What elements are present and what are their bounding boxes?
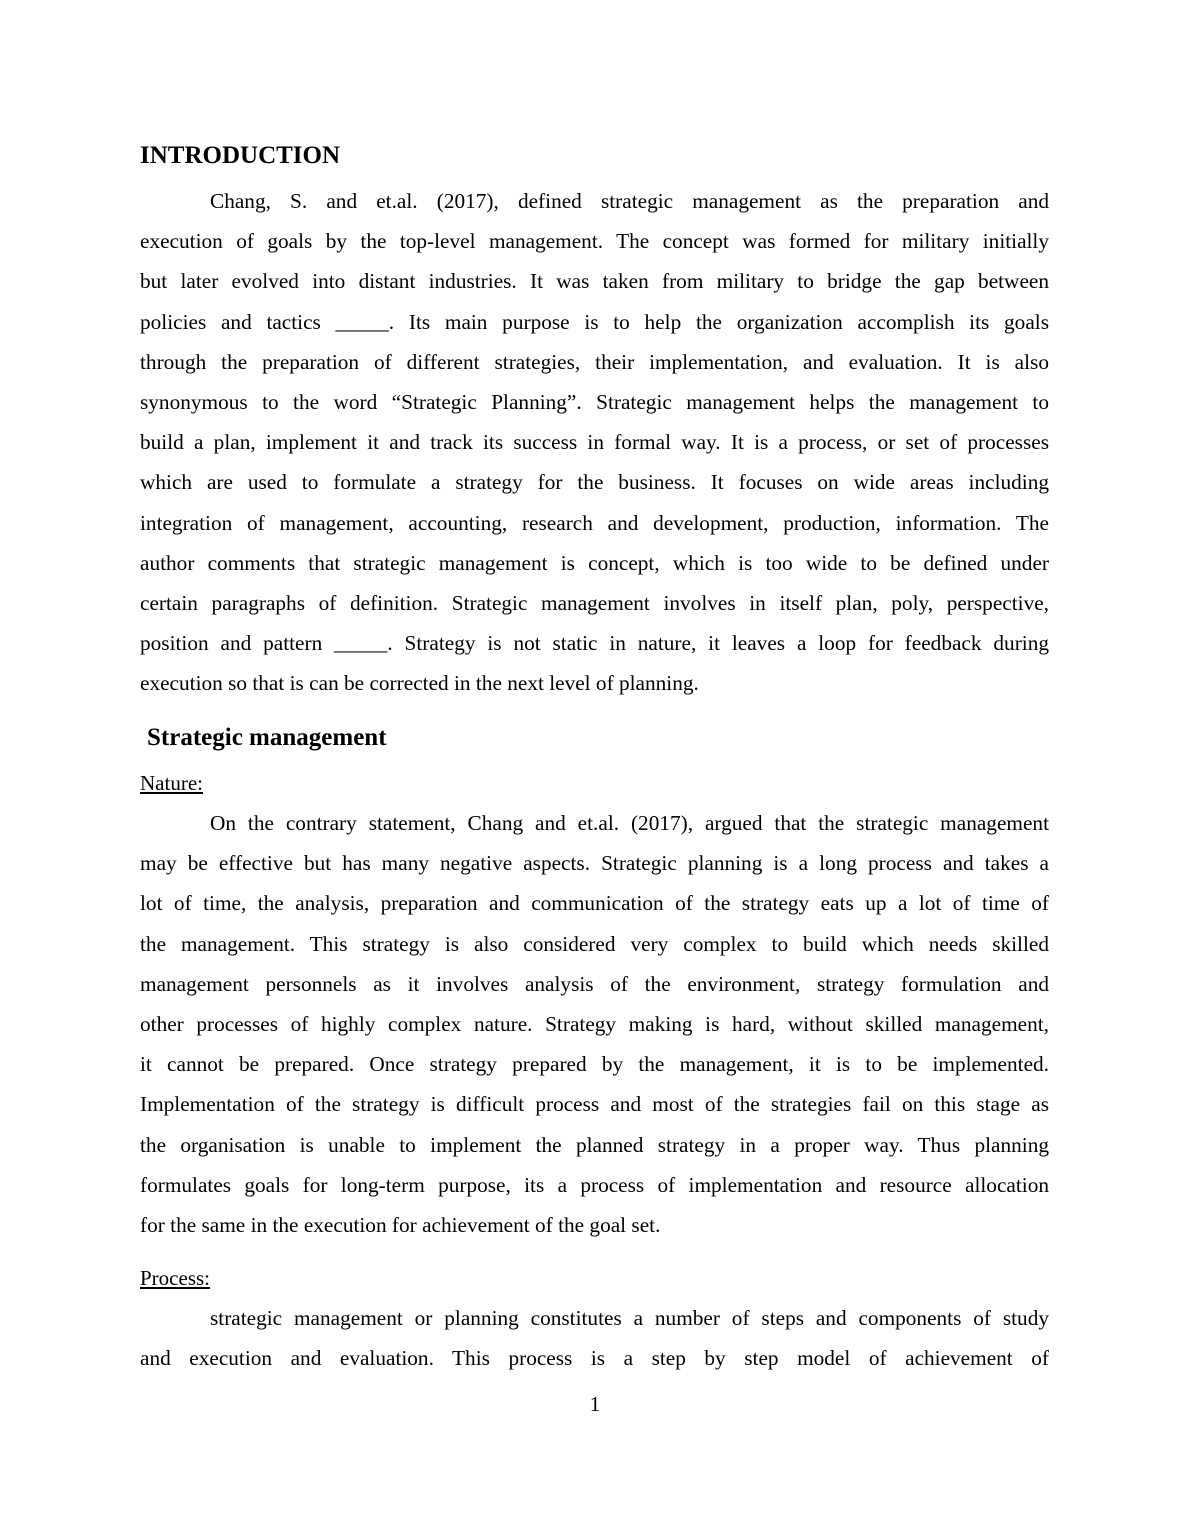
text-line: policies and tactics _____. Its main purpose is to help the organization accomplish its goals xyxy=(140,309,1049,334)
text-line: management personnels as it involves analysis of the environment, strategy formulation and xyxy=(140,971,1049,996)
heading-introduction: INTRODUCTION xyxy=(140,142,341,169)
text-line: synonymous to the word “Strategic Planning”. Strategic management helps the management to xyxy=(140,389,1049,414)
text-line: other processes of highly complex nature. Strategy making is hard, without skilled management, xyxy=(140,1011,1049,1036)
paragraph-nature xyxy=(140,803,1049,1245)
text-line: Chang, S. and et.al. (2017), defined strategic management as the preparation and xyxy=(210,189,1049,213)
text-line: Implementation of the strategy is difficult process and most of the strategies fail on this stage as xyxy=(140,1092,1049,1117)
text-line: the organisation is unable to implement the planned strategy in a proper way. Thus planning xyxy=(140,1132,1049,1157)
text-line: certain paragraphs of definition. Strategic management involves in itself plan, poly, perspective, xyxy=(140,590,1049,615)
text-line: build a plan, implement it and track its success in formal way. It is a process, or set of processes xyxy=(140,430,1049,455)
text-line: for the same in the execution for achievement of the goal set. xyxy=(140,1212,661,1237)
text-line: may be effective but has many negative aspects. Strategic planning is a long process and takes a xyxy=(140,851,1049,876)
text-line: position and pattern _____. Strategy is not static in nature, it leaves a loop for feedback during xyxy=(140,631,1049,656)
text-line: lot of time, the analysis, preparation and communication of the strategy eats up a lot of time of xyxy=(140,891,1049,916)
text-line: which are used to formulate a strategy for the business. It focuses on wide areas including xyxy=(140,470,1049,495)
subheading-process: Process: xyxy=(140,1266,210,1290)
text-line: through the preparation of different strategies, their implementation, and evaluation. It is also xyxy=(140,349,1049,374)
text-line: the management. This strategy is also considered very complex to build which needs skilled xyxy=(140,931,1049,956)
text-line: formulates goals for long-term purpose, its a process of implementation and resource allocation xyxy=(140,1172,1049,1197)
text-line: it cannot be prepared. Once strategy prepared by the management, it is to be implemented. xyxy=(140,1052,1049,1077)
paragraph-process xyxy=(140,1298,1049,1378)
text-line: strategic management or planning constitutes a number of steps and components of study xyxy=(210,1306,1049,1330)
text-line: execution so that is can be corrected in the next level of planning. xyxy=(140,671,699,696)
text-line: author comments that strategic management is concept, which is too wide to be defined under xyxy=(140,550,1049,575)
text-line: execution of goals by the top-level management. The concept was formed for military initially xyxy=(140,229,1049,254)
page-number: 1 xyxy=(589,1392,601,1416)
text-line: but later evolved into distant industries. It was taken from military to bridge the gap between xyxy=(140,269,1049,294)
text-line: On the contrary statement, Chang and et.al. (2017), argued that the strategic management xyxy=(210,811,1049,835)
subheading-nature: Nature: xyxy=(140,771,203,795)
text-line: and execution and evaluation. This process is a step by step model of achievement of xyxy=(140,1346,1049,1371)
heading-strategic-management: Strategic management xyxy=(147,724,387,751)
paragraph-introduction xyxy=(140,181,1049,703)
text-line: integration of management, accounting, research and development, production, information. The xyxy=(140,510,1049,535)
